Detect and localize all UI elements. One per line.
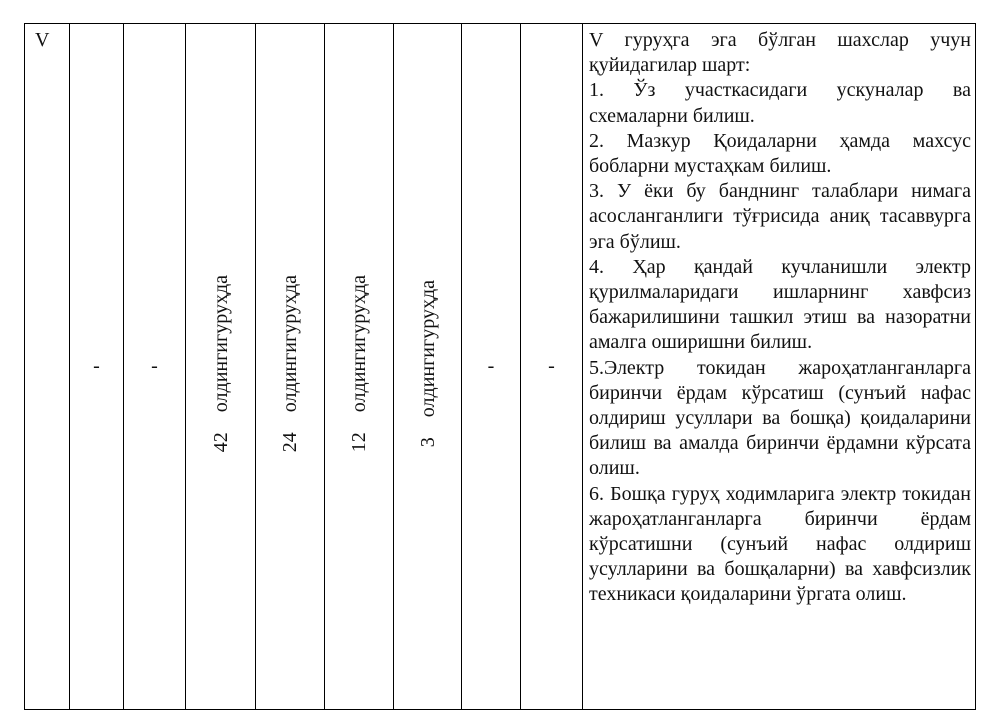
dash-value: -: [151, 355, 158, 377]
months-number: 42: [209, 432, 232, 453]
requirement-item-4: 4. Ҳар қандай кучланишли электр қурилмаларидаги ишларнинг хавфсиз бажарилишини ташкил этиш ва назоратни амалга оширишни билиш.: [589, 255, 971, 354]
experience-cell-42: [186, 24, 256, 710]
experience-cell-12: [325, 24, 394, 710]
vertical-text: [349, 275, 369, 452]
months-number: 24: [279, 432, 301, 453]
months-text: олдингигуруҳда: [348, 274, 370, 413]
vertical-text: [280, 275, 300, 452]
vertical-text: [418, 280, 438, 447]
requirement-item-6: 6. Бошқа гуруҳ ходимларига электр токидан жароҳатланганларга биринчи ёрдам кўрсатишни (сунъий нафас олдириш усулларини ва бошқаларни) ва хавфсизлик техникаси қоидаларини ўргата олиш.: [589, 482, 971, 606]
requirements-cell: [583, 24, 976, 710]
requirements-table: [24, 23, 976, 710]
experience-cell-3: [394, 24, 462, 710]
group-label: V: [35, 29, 50, 51]
dash-value: -: [93, 355, 100, 377]
dash-value: -: [487, 355, 495, 377]
requirements-intro: V гуруҳга эга бўлган шахслар учун қуйидагилар шарт:: [589, 29, 971, 77]
requirement-item-3: 3. У ёки бу банднинг талаблари нимага асосланганлиги тўғрисида аниқ тасаввурга эга бўлиш.: [589, 180, 971, 253]
group-cell: [25, 24, 70, 710]
dash-cell-3: [462, 24, 521, 710]
months-text: олдингигуруҳда: [416, 279, 439, 418]
experience-cell-24: [256, 24, 325, 710]
months-number: 12: [348, 432, 370, 453]
months-text: олдингигуруҳда: [279, 274, 301, 413]
requirement-item-1: 1. Ўз участкасидаги ускуналар ва схемаларни билиш.: [589, 79, 971, 127]
months-text: олдингигуруҳда: [209, 274, 232, 413]
requirement-item-5: 5.Электр токидан жароҳатланганларга биринчи ёрдам кўрсатиш (сунъий нафас олдириш усуллари ва бошқа) қоидаларини билиш ва амалда биринчи ёрдамни кўрсата олиш.: [589, 356, 971, 480]
requirement-item-2: 2. Мазкур Қоидаларни ҳамда махсус бобларни мустаҳкам билиш.: [589, 129, 971, 178]
dash-cell-2: [124, 24, 186, 710]
dash-cell-4: [521, 24, 583, 710]
dash-cell-1: [70, 24, 124, 710]
months-number: 3: [416, 437, 439, 448]
dash-value: -: [548, 355, 555, 377]
vertical-text: [211, 275, 231, 452]
table-row: [25, 24, 976, 710]
